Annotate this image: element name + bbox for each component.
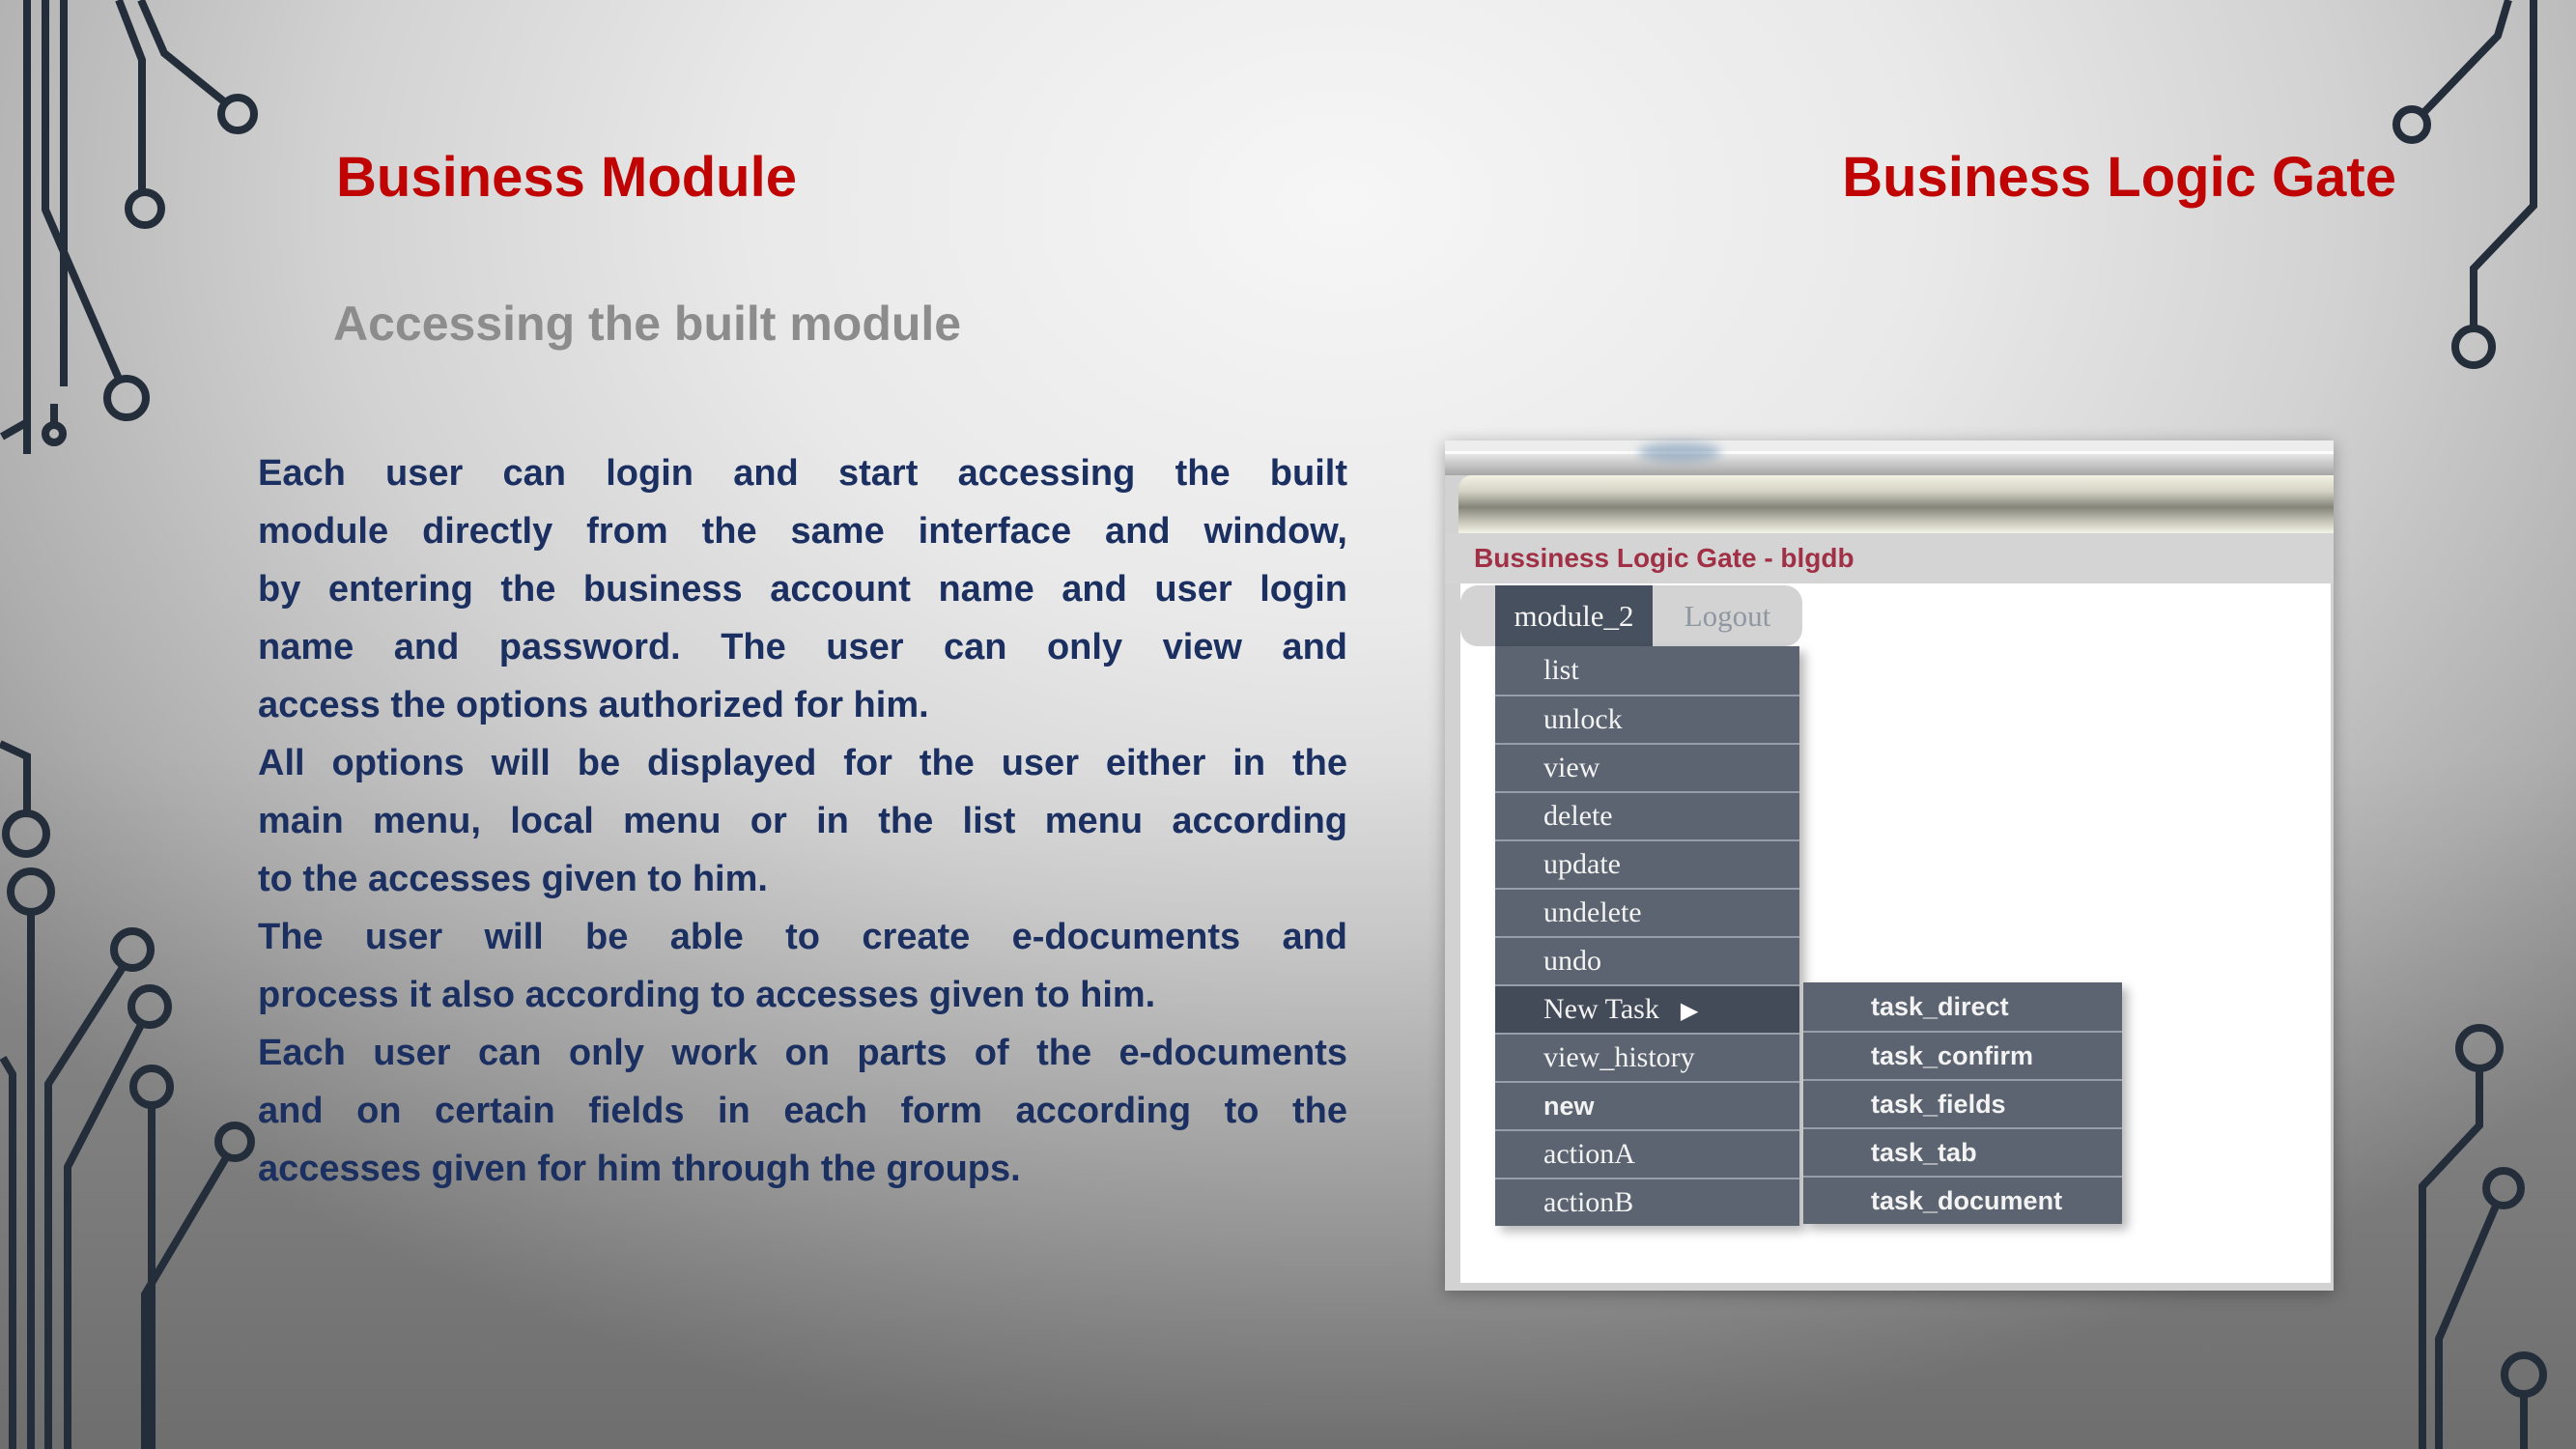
body-line: All options will be displayed for the user either in the xyxy=(258,743,1347,783)
menu-item-undo[interactable]: undo xyxy=(1495,936,1799,984)
menu-item-unlock[interactable]: unlock xyxy=(1495,695,1799,743)
menu-item-view[interactable]: view xyxy=(1495,743,1799,791)
menu-item-delete[interactable]: delete xyxy=(1495,791,1799,839)
body-line: access the options authorized for him. xyxy=(258,685,929,725)
submenu-item-task-tab[interactable]: task_tab xyxy=(1803,1127,2122,1176)
submenu-item-task-confirm[interactable]: task_confirm xyxy=(1803,1031,2122,1079)
body-text xyxy=(258,444,1347,1198)
brand-title: Business Logic Gate xyxy=(1842,146,2396,209)
module-dropdown-menu xyxy=(1495,646,1799,1226)
body-line: module directly from the same interface and window, xyxy=(258,511,1347,552)
app-header-bar xyxy=(1445,533,2334,583)
section-subtitle: Accessing the built module xyxy=(333,297,962,351)
menu-item-new-task[interactable] xyxy=(1495,984,1799,1033)
menu-item-new[interactable]: new xyxy=(1495,1081,1799,1129)
body-line: name and password. The user can only view and xyxy=(258,627,1347,668)
browser-top-strip xyxy=(1445,440,2334,454)
circuit-decoration-bottom-left xyxy=(0,724,290,1449)
body-line: Each user can login and start accessing the built xyxy=(258,453,1347,494)
body-line: process it also according to accesses given to him. xyxy=(258,975,1156,1015)
app-screenshot xyxy=(1445,440,2334,1291)
body-line: by entering the business account name and user login xyxy=(258,569,1347,610)
body-line: to the accesses given to him. xyxy=(258,859,768,899)
tab-logout[interactable]: Logout xyxy=(1684,599,1771,633)
favicon-smudge xyxy=(1638,442,1721,462)
submenu-arrow-icon: ▶ xyxy=(1680,998,1699,1024)
browser-toolbar xyxy=(1458,475,2334,533)
browser-chrome-band xyxy=(1445,454,2334,475)
menu-item-label: New Task xyxy=(1543,993,1659,1025)
submenu-item-task-fields[interactable]: task_fields xyxy=(1803,1079,2122,1127)
tab-module-2[interactable]: module_2 xyxy=(1495,585,1653,646)
body-line: accesses given for him through the groups. xyxy=(258,1149,1021,1189)
menu-item-update[interactable]: update xyxy=(1495,839,1799,888)
circuit-decoration-top-left xyxy=(0,0,290,454)
menu-item-actionB[interactable]: actionB xyxy=(1495,1178,1799,1226)
body-line: main menu, local menu or in the list menu according xyxy=(258,801,1347,841)
menu-item-list[interactable]: list xyxy=(1543,654,1579,686)
app-header-title: Bussiness Logic Gate - blgdb xyxy=(1474,543,1854,573)
submenu-item-task-direct[interactable]: task_direct xyxy=(1871,992,2009,1021)
new-task-submenu xyxy=(1803,982,2122,1224)
menu-item-actionA[interactable]: actionA xyxy=(1495,1129,1799,1178)
body-line: Each user can only work on parts of the e-documents xyxy=(258,1033,1347,1073)
submenu-item-task-document[interactable]: task_document xyxy=(1803,1176,2122,1224)
body-line: The user will be able to create e-documents and xyxy=(258,917,1347,957)
page-title: Business Module xyxy=(336,146,797,209)
menu-item-undelete[interactable]: undelete xyxy=(1495,888,1799,936)
body-line: and on certain fields in each form according to the xyxy=(258,1091,1347,1131)
menu-item-view-history[interactable]: view_history xyxy=(1495,1033,1799,1081)
